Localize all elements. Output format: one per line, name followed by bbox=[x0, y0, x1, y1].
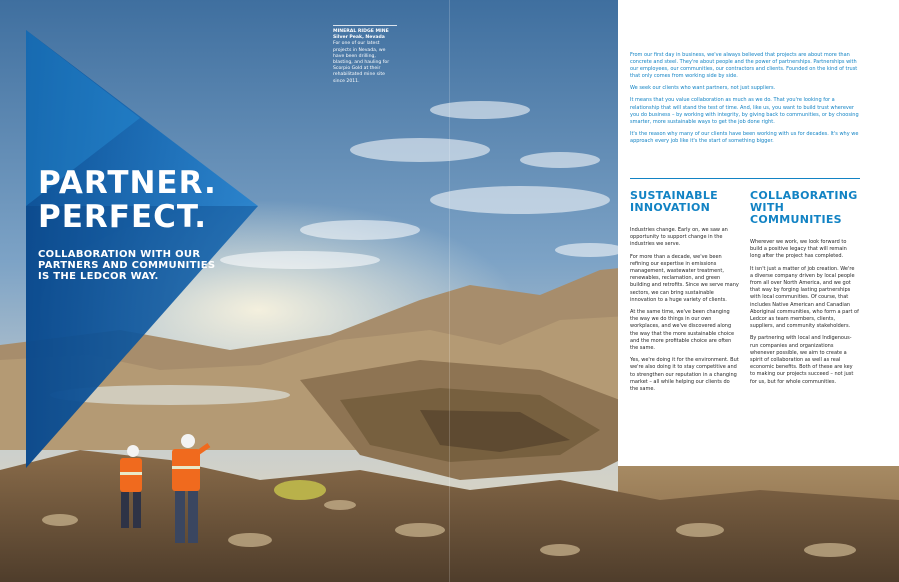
photo-caption bbox=[333, 25, 397, 85]
tagline: COLLABORATION WITH OUR PARTNERS AND COMMUNITIES IS THE LEDCOR WAY. bbox=[38, 249, 216, 282]
caption-text: For one of our latest projects in Nevada, we have been drilling, blasting, and hauling for Scorpio Gold at their rehabilitated mine site since 2011. bbox=[333, 41, 390, 84]
column-paragraph: At the same time, we've been changing the way we do things in our own workplaces, and we've discovered along the way that the more sustainable choice and the more profitable choice are often the same. bbox=[630, 309, 735, 352]
headline-line-1: PARTNER. bbox=[38, 165, 217, 201]
column-paragraph: By partnering with local and Indigenous-run companies and organizations whenever possible, we aim to create a spirit of collaboration as well as real economic benefits. Both of these are key to making our projects succeed – not just for us, but for whole communities. bbox=[750, 335, 854, 385]
column-paragraph: Industries change. Early on, we saw an opportunity to support change in the industries we serve. bbox=[630, 227, 728, 248]
intro-paragraph: It means that you value collaboration as much as we do. That you're looking for a relationship that will stand the test of time. And, like us, you want to build trust wherever you do business – by working with integrity, by giving back to communities, or by choosing smarter, more sustainable ways to get the job done right. bbox=[630, 97, 859, 125]
headline bbox=[38, 166, 217, 234]
blue-chevron-graphic bbox=[0, 0, 270, 470]
intro-paragraph: It's the reason why many of our clients have been working with us for decades. It's why we approach every job like it's the start of something bigger. bbox=[630, 130, 859, 144]
sustainable-innovation-column bbox=[630, 190, 739, 398]
column-heading: SUSTAINABLE INNOVATION bbox=[630, 189, 718, 214]
headline-line-2: PERFECT. bbox=[38, 199, 208, 235]
column-paragraph: Wherever we work, we look forward to build a positive legacy that will remain long after the project has completed. bbox=[750, 239, 847, 260]
column-paragraph: For more than a decade, we've been refining our expertise in emissions management, wastewater treatment, renewables, reclamation, and green building and retrofits. Since we serve many sectors, we can bring sustainable innovation to a huge variety of clients. bbox=[630, 253, 739, 303]
caption-rule bbox=[333, 25, 397, 26]
intro-paragraph: From our first day in business, we've always believed that projects are about more than concrete and steel. They're about people and the power of partnerships. Partnerships with our employees, our communities, our contractors and clients. Founded on the kind of trust that only comes from working side by side. bbox=[630, 52, 858, 80]
intro-copy bbox=[630, 52, 860, 150]
section-divider bbox=[630, 178, 860, 179]
column-paragraph: It isn't just a matter of job creation. We're a diverse company driven by local people from all over North America, and we got that way by forging lasting partnerships with local communities. Of course, that includes Native American and Canadian Aboriginal communities, who form a part of Ledcor as team members, clients, suppliers, and community stakeholders. bbox=[750, 265, 859, 330]
collaborating-communities-column bbox=[750, 190, 859, 391]
column-paragraph: Yes, we're doing it for the environment. But we're also doing it to stay competitive and to strengthen our reputation in a changing market – all while helping our clients do the same. bbox=[630, 357, 739, 393]
column-heading: COLLABORATING WITH COMMUNITIES bbox=[750, 189, 858, 226]
page-gutter bbox=[449, 0, 450, 582]
intro-paragraph: We seek our clients who want partners, not just suppliers. bbox=[630, 85, 776, 92]
caption-title: MINERAL RIDGE MINE bbox=[333, 29, 389, 34]
caption-location: Silver Peak, Nevada bbox=[333, 35, 385, 41]
